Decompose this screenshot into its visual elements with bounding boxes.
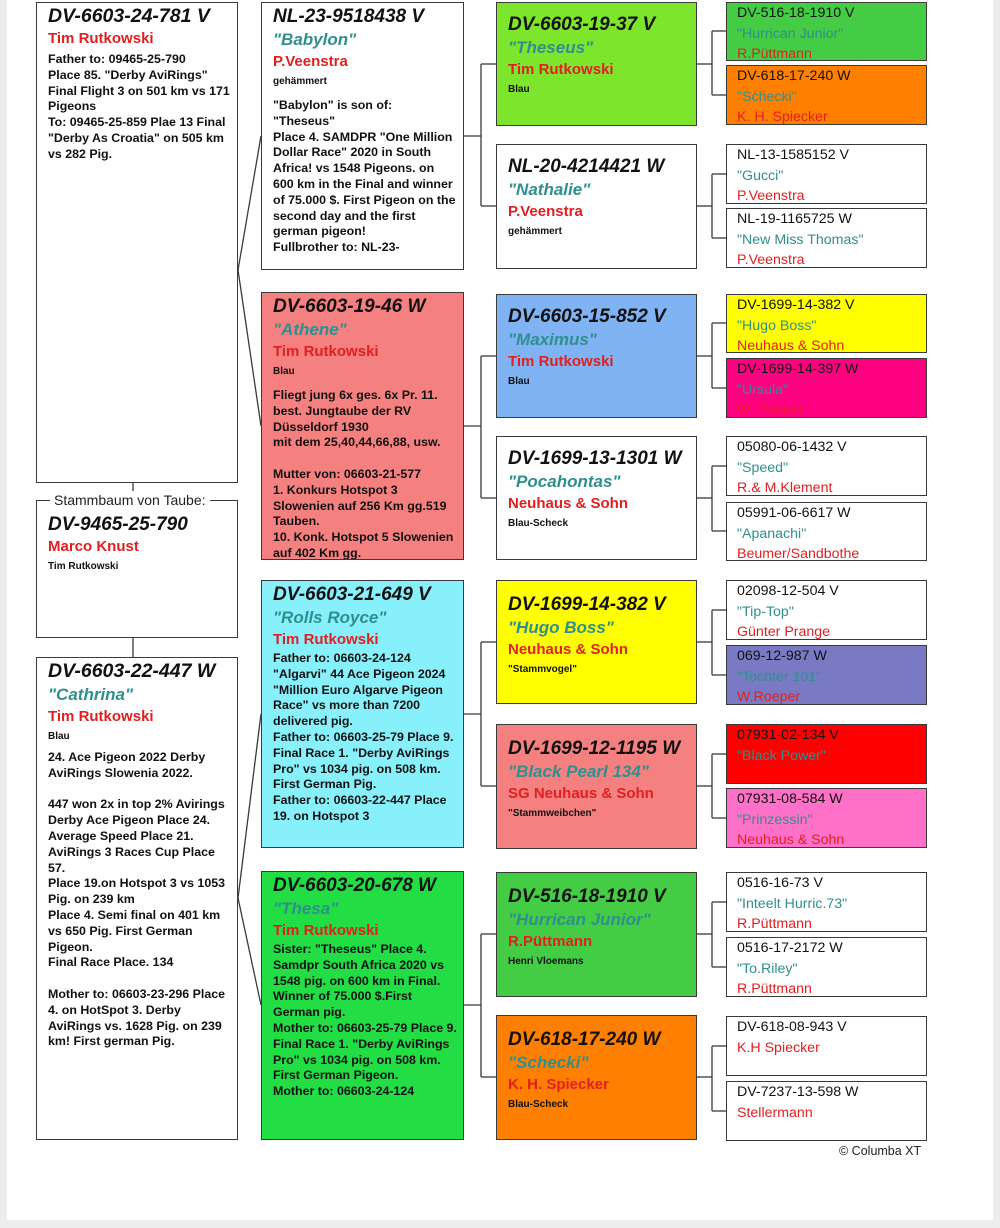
great-great-grandparent-card[interactable]	[726, 645, 927, 705]
ggg-name: "Apanachi"	[737, 525, 807, 542]
grandparent-name: "Thesa"	[273, 899, 339, 918]
grandparent-notes: Sister: "Theseus" Place 4. Samdpr South Africa 2020 vs 1548 pig. on 600 km in Final. Winner of 75.000 $.First German pig. Mother to: 06603-25-79 Place 9. Final Race 1. "Derby AviRings Pro" vs 1034 pig. on 508 km. First German Pigeon. Mother to: 06603-24-124	[273, 942, 457, 1099]
great-grandparent-breeder: Tim Rutkowski	[508, 61, 614, 78]
ggg-ring-number: NL-13-1585152 V	[737, 147, 850, 163]
great-grandparent-color: gehämmert	[508, 226, 562, 237]
great-grandparent-card[interactable]	[496, 872, 697, 997]
great-great-grandparent-card[interactable]	[726, 1016, 927, 1076]
great-grandparent-card[interactable]	[496, 144, 697, 269]
great-great-grandparent-card[interactable]	[726, 872, 927, 932]
great-grandparent-card[interactable]	[496, 1015, 697, 1140]
ggg-ring-number: 05991-06-6617 W	[737, 505, 851, 521]
ggg-breeder: R.Püttmann	[737, 916, 812, 932]
great-great-grandparent-card[interactable]	[726, 2, 927, 61]
great-great-grandparent-card[interactable]	[726, 144, 927, 204]
ggg-breeder: Neuhaus & Sohn	[737, 338, 845, 353]
father-breeder: Tim Rutkowski	[48, 30, 154, 47]
ggg-ring-number: 07931-08-584 W	[737, 791, 843, 807]
mother-color: Blau	[48, 731, 70, 742]
ggg-ring-number: DV-516-18-1910 V	[737, 5, 855, 21]
ggg-name: "To.Riley"	[737, 960, 798, 977]
ggg-ring-number: 07931-02-134 V	[737, 727, 839, 743]
ggg-breeder: R.Püttmann	[737, 46, 812, 61]
ggg-ring-number: 069-12-987 W	[737, 648, 827, 664]
great-grandparent-name: "Black Pearl 134"	[508, 762, 649, 781]
pedigree-caption: Stammbaum von Taube:	[50, 491, 210, 509]
grandparent-notes: "Babylon" is son of: "Theseus" Place 4. SAMDPR "One Million Dollar Race" 2020 in South Africa! vs 1548 Pigeons. on 600 km in the Final and winner of 75.000 $. First Pigeon on the second day and the first german pigeon! Fullbrother to: NL-23-	[273, 98, 456, 255]
ggg-breeder: K. H. Spiecker	[737, 109, 828, 125]
great-grandparent-card[interactable]	[496, 2, 697, 126]
great-grandparent-ring-number: DV-6603-15-852 V	[508, 306, 666, 327]
great-grandparent-name: "Nathalie"	[508, 180, 591, 199]
grandparent-card[interactable]	[261, 292, 464, 560]
great-grandparent-ring-number: DV-618-17-240 W	[508, 1029, 661, 1050]
great-great-grandparent-card[interactable]	[726, 208, 927, 268]
ggg-ring-number: 0516-16-73 V	[737, 875, 823, 891]
great-grandparent-color: Blau-Scheck	[508, 518, 569, 529]
ggg-breeder: Neuhaus & Sohn	[737, 832, 845, 848]
father-card[interactable]	[36, 2, 238, 483]
great-grandparent-ring-number: DV-6603-19-37 V	[508, 14, 656, 35]
grandparent-ring-number: DV-6603-21-649 V	[273, 584, 431, 605]
great-grandparent-color: "Stammweibchen"	[508, 808, 597, 819]
mother-ring-number: DV-6603-22-447 W	[48, 660, 216, 682]
great-grandparent-ring-number: DV-1699-14-382 V	[508, 594, 666, 615]
great-great-grandparent-card[interactable]	[726, 65, 927, 125]
great-grandparent-card[interactable]	[496, 580, 697, 704]
father-ring-number: DV-6603-24-781 V	[48, 5, 210, 27]
grandparent-color: Blau	[273, 366, 295, 377]
ggg-name: "Gucci"	[737, 167, 784, 184]
ggg-ring-number: 05080-06-1432 V	[737, 439, 847, 455]
great-grandparent-color: Henri Vloemans	[508, 956, 584, 967]
great-grandparent-breeder: P.Veenstra	[508, 203, 583, 220]
great-grandparent-card[interactable]	[496, 294, 697, 418]
great-great-grandparent-card[interactable]	[726, 294, 927, 353]
ggg-breeder: W. Roeper	[737, 402, 805, 418]
great-grandparent-color: Blau	[508, 376, 530, 387]
great-grandparent-color: Blau	[508, 84, 530, 95]
ggg-name: "Speed"	[737, 459, 789, 476]
ggg-ring-number: DV-618-08-943 V	[737, 1019, 847, 1035]
grandparent-name: "Athene"	[273, 320, 347, 339]
grandparent-ring-number: DV-6603-19-46 W	[273, 296, 426, 317]
ggg-name: "Hugo Boss"	[737, 317, 817, 334]
great-great-grandparent-card[interactable]	[726, 788, 927, 848]
ggg-ring-number: 02098-12-504 V	[737, 583, 839, 599]
grandparent-card[interactable]	[261, 580, 464, 848]
ggg-ring-number: NL-19-1165725 W	[737, 211, 852, 227]
great-grandparent-name: "Pocahontas"	[508, 472, 621, 491]
ggg-ring-number: DV-1699-14-382 V	[737, 297, 855, 313]
subject-card[interactable]	[36, 500, 238, 638]
ggg-name: "Schecki"	[737, 88, 797, 105]
ggg-breeder: K.H Spiecker	[737, 1039, 820, 1056]
great-grandparent-color: Blau-Scheck	[508, 1099, 569, 1110]
great-great-grandparent-card[interactable]	[726, 1081, 927, 1141]
mother-card[interactable]	[36, 657, 238, 1140]
ggg-breeder: Günter Prange	[737, 624, 831, 640]
ggg-name: "Hurrican Junior"	[737, 25, 844, 42]
great-great-grandparent-card[interactable]	[726, 502, 927, 561]
ggg-name: "Prinzessin"	[737, 811, 813, 828]
grandparent-color: gehämmert	[273, 76, 327, 87]
great-grandparent-card[interactable]	[496, 724, 697, 849]
ggg-breeder: P.Veenstra	[737, 252, 805, 268]
grandparent-ring-number: NL-23-9518438 V	[273, 6, 425, 27]
ggg-ring-number: DV-618-17-240 W	[737, 68, 851, 84]
ggg-name: "Tip-Top"	[737, 603, 794, 620]
grandparent-card[interactable]	[261, 2, 464, 270]
great-great-grandparent-card[interactable]	[726, 937, 927, 997]
ggg-name: "Inteelt Hurric.73"	[737, 895, 848, 912]
grandparent-notes: Fliegt jung 6x ges. 6x Pr. 11. best. Jungtaube der RV Düsseldorf 1930 mit dem 25,40,44,66,88, usw. Mutter von: 06603-21-577 1. Konkurs Hotspot 3 Slowenien auf 256 Km gg.519 Tauben. 10. Konk. Hotspot 5 Slowenien auf 402 Km gg.	[273, 388, 454, 560]
ggg-breeder: R.& M.Klement	[737, 480, 833, 496]
mother-notes: 24. Ace Pigeon 2022 Derby AviRings Slowenia 2022. 447 won 2x in top 2% Avirings Derby Ace Pigeon Place 24. Average Speed Place 21. AviRings 3 Races Cup Place 57. Place 19.on Hotspot 3 vs 1053 Pig. on 239 km Place 4. Semi final on 401 km vs 650 Pig. First German Pigeon. Final Race Place. 134 Mother to: 06603-23-296 Place 4. on HotSpot 3. Derby AviRings vs. 1628 Pig. on 239 km! First german Pig.	[48, 750, 225, 1049]
ggg-ring-number: DV-7237-13-598 W	[737, 1084, 859, 1100]
great-grandparent-name: "Maximus"	[508, 330, 597, 349]
great-grandparent-name: "Schecki"	[508, 1053, 589, 1072]
grandparent-breeder: Tim Rutkowski	[273, 343, 379, 360]
great-grandparent-breeder: R.Püttmann	[508, 933, 593, 950]
subject-owner: Tim Rutkowski	[48, 561, 119, 572]
grandparent-name: "Babylon"	[273, 30, 357, 49]
connector-line	[238, 270, 261, 426]
ggg-name: "Tochter 101"	[737, 668, 822, 685]
great-grandparent-name: "Hurrican Junior"	[508, 910, 651, 929]
great-grandparent-card[interactable]	[496, 436, 697, 560]
grandparent-breeder: Tim Rutkowski	[273, 631, 379, 648]
grandparent-notes: Father to: 06603-24-124 "Algarvi" 44 Ace Pigeon 2024 "Million Euro Algarve Pigeon Race" vs more than 7200 delivered pig. Father to: 06603-25-79 Place 9. Final Race 1. "Derby AviRings Pro" vs 1034 pig. on 508 km. First German Pig. Father to: 06603-22-447 Place 19. on Hotspot 3	[273, 651, 454, 823]
ggg-name: "New Miss Thomas"	[737, 231, 864, 248]
great-grandparent-ring-number: DV-1699-13-1301 W	[508, 448, 682, 469]
father-notes: Father to: 09465-25-790 Place 85. "Derby AviRings" Final Flight 3 on 501 km vs 171 Pigeons To: 09465-25-859 Plae 13 Final "Derby As Croatia" on 505 km vs 282 Pig.	[48, 52, 230, 161]
great-grandparent-name: "Hugo Boss"	[508, 618, 614, 637]
ggg-breeder: P.Veenstra	[737, 188, 805, 204]
ggg-ring-number: DV-1699-14-397 W	[737, 361, 859, 377]
mother-name: "Cathrina"	[48, 685, 134, 704]
grandparent-breeder: Tim Rutkowski	[273, 922, 379, 939]
great-grandparent-color: "Stammvogel"	[508, 664, 577, 675]
great-grandparent-ring-number: NL-20-4214421 W	[508, 156, 665, 177]
great-grandparent-name: "Theseus"	[508, 38, 594, 57]
great-grandparent-breeder: Neuhaus & Sohn	[508, 641, 629, 658]
great-great-grandparent-card[interactable]	[726, 580, 927, 640]
grandparent-name: "Rolls Royce"	[273, 608, 387, 627]
copyright-notice: © Columba XT	[839, 1144, 922, 1158]
pedigree-sheet	[7, 0, 993, 1220]
ggg-breeder: W.Roeper	[737, 689, 801, 705]
grandparent-ring-number: DV-6603-20-678 W	[273, 875, 436, 896]
great-grandparent-breeder: Neuhaus & Sohn	[508, 495, 629, 512]
connector-line	[238, 898, 261, 1005]
great-grandparent-ring-number: DV-516-18-1910 V	[508, 886, 666, 907]
connector-line	[238, 136, 261, 270]
ggg-breeder: Stellermann	[737, 1104, 813, 1121]
connector-line	[238, 714, 261, 898]
subject-ring-number: DV-9465-25-790	[48, 514, 188, 535]
great-great-grandparent-card[interactable]	[726, 358, 927, 418]
great-grandparent-ring-number: DV-1699-12-1195 W	[508, 738, 681, 759]
ggg-name: "Ursula"	[737, 381, 789, 398]
ggg-ring-number: 0516-17-2172 W	[737, 940, 843, 956]
great-grandparent-breeder: K. H. Spiecker	[508, 1076, 609, 1093]
mother-breeder: Tim Rutkowski	[48, 708, 154, 725]
grandparent-breeder: P.Veenstra	[273, 53, 348, 70]
subject-breeder: Marco Knust	[48, 538, 139, 555]
ggg-breeder: R.Püttmann	[737, 981, 812, 997]
great-grandparent-breeder: Tim Rutkowski	[508, 353, 614, 370]
ggg-name: "Black Power"	[737, 747, 826, 764]
great-great-grandparent-card[interactable]	[726, 724, 927, 784]
great-grandparent-breeder: SG Neuhaus & Sohn	[508, 785, 654, 802]
great-great-grandparent-card[interactable]	[726, 436, 927, 496]
ggg-breeder: Beumer/Sandbothe	[737, 546, 860, 561]
grandparent-card[interactable]	[261, 871, 464, 1140]
